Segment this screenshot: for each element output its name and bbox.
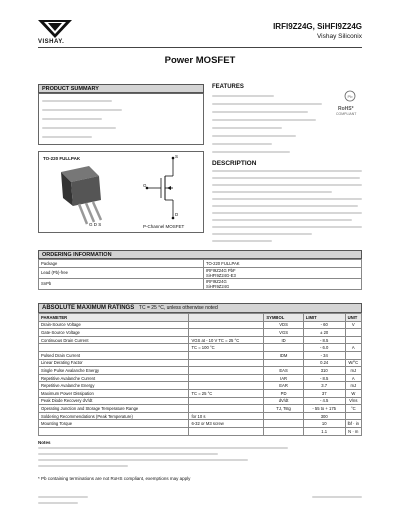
table-row	[39, 351, 362, 359]
param-cell: Single Pulse Avalanche Energy	[39, 367, 189, 375]
limit-cell: 310	[303, 367, 345, 375]
symbol-cell: VGS	[264, 329, 303, 337]
package-diagram-box	[38, 151, 204, 233]
symbol-cell	[264, 427, 303, 435]
table-row	[39, 405, 362, 413]
table-row	[39, 382, 362, 390]
unit-cell: mJ	[345, 367, 361, 375]
col-symbol: SYMBOL	[264, 314, 303, 322]
part-numbers: IRFI9Z24G, SiHFI9Z24G	[273, 22, 362, 31]
col-parameter: PARAMETER	[39, 314, 189, 322]
to220-package-illustration	[51, 162, 121, 232]
table-row	[39, 389, 362, 397]
unit-cell: N · m	[345, 427, 361, 435]
table-row	[39, 321, 362, 329]
condition-cell	[189, 329, 264, 337]
table-header-row	[39, 314, 362, 322]
table-row	[39, 336, 362, 344]
symbol-cell: IDM	[264, 351, 303, 359]
schematic-caption: P-Channel MOSFET	[143, 224, 185, 229]
table-row	[39, 397, 362, 405]
unit-cell: W/°C	[345, 359, 361, 367]
rohs-footnote: * Pb containing terminations are not RoHS compliant, exemptions may apply	[38, 476, 191, 481]
limit-cell: - 55 to + 175	[303, 405, 345, 413]
ordering-label: Lead (Pb)-free	[39, 267, 204, 278]
ordering-table	[38, 259, 362, 290]
table-row	[39, 260, 362, 268]
vishay-logo	[38, 20, 72, 38]
symbol-cell: TJ, Tstg	[264, 405, 303, 413]
param-cell	[39, 344, 189, 352]
unit-cell: V/ns	[345, 397, 361, 405]
col-condition	[189, 314, 264, 322]
col-unit: UNIT	[345, 314, 361, 322]
ordering-value: SiHFI9Z24G	[206, 283, 230, 289]
param-cell	[39, 427, 189, 435]
param-cell: Soldering Recommendations (Peak Temperature)	[39, 412, 189, 420]
rohs-label: RoHS*	[338, 106, 354, 112]
condition-cell: for 10 s	[189, 412, 264, 420]
company-name: Vishay Siliconix	[316, 33, 362, 40]
table-row	[39, 278, 362, 289]
table-row	[39, 427, 362, 435]
header-rule	[38, 47, 362, 48]
symbol-cell	[264, 359, 303, 367]
limit-cell: 37	[303, 389, 345, 397]
table-row	[39, 367, 362, 375]
features-heading: FEATURES	[212, 84, 244, 90]
unit-cell: W	[345, 389, 361, 397]
symbol-cell	[264, 420, 303, 428]
pin-g-label: G	[143, 183, 147, 188]
description-heading: DESCRIPTION	[212, 160, 257, 167]
abs-max-table	[38, 313, 362, 436]
param-cell: Drain-Source Voltage	[39, 321, 189, 329]
limit-cell: ± 20	[303, 329, 345, 337]
feature-line	[212, 135, 296, 137]
package-label: TO-220 FULLPAK	[43, 156, 81, 161]
col-limit: LIMIT	[303, 314, 345, 322]
condition-cell: TC = 100 °C	[189, 344, 264, 352]
limit-cell: - 34	[303, 351, 345, 359]
param-cell: Operating Junction and Storage Temperature Range	[39, 405, 189, 413]
param-cell: Maximum Power Dissipation	[39, 389, 189, 397]
table-row	[39, 359, 362, 367]
ordering-heading: ORDERING INFORMATION	[38, 250, 362, 259]
param-cell: Pulsed Drain Current	[39, 351, 189, 359]
condition-cell	[189, 427, 264, 435]
symbol-cell: EAS	[264, 367, 303, 375]
abs-max-condition: TC = 25 °C, unless otherwise noted	[138, 305, 218, 311]
condition-cell	[189, 359, 264, 367]
limit-cell: - 8.5	[303, 336, 345, 344]
unit-cell	[345, 329, 361, 337]
table-row	[39, 267, 362, 278]
condition-cell: TC = 25 °C	[189, 389, 264, 397]
notes-heading: Notes	[38, 440, 51, 445]
condition-cell	[189, 351, 264, 359]
ordering-value: SiHFI9Z24G-E3	[206, 272, 236, 278]
param-cell: Repetitive Avalanche Energy	[39, 382, 189, 390]
symbol-cell	[264, 344, 303, 352]
symbol-cell: EAR	[264, 382, 303, 390]
rohs-sub: COMPLIANT	[336, 112, 357, 116]
document-title: Power MOSFET	[164, 55, 236, 66]
condition-cell	[189, 405, 264, 413]
unit-cell: °C	[345, 405, 361, 413]
symbol-cell: IAR	[264, 374, 303, 382]
limit-cell: - 8.5	[303, 374, 345, 382]
table-row	[39, 412, 362, 420]
feature-line	[212, 127, 282, 129]
condition-cell	[189, 374, 264, 382]
unit-cell: mJ	[345, 382, 361, 390]
abs-max-heading: ABSOLUTE MAXIMUM RATINGS	[42, 305, 135, 311]
symbol-cell: PD	[264, 389, 303, 397]
condition-cell: 6-32 or M3 screw	[189, 420, 264, 428]
feature-line	[212, 95, 274, 97]
limit-cell: 300	[303, 412, 345, 420]
condition-cell	[189, 397, 264, 405]
symbol-cell: ID	[264, 336, 303, 344]
condition-cell	[189, 382, 264, 390]
logo-text: VISHAY.	[38, 39, 65, 45]
unit-cell: A	[345, 344, 361, 352]
condition-cell	[189, 321, 264, 329]
limit-cell: - 4.5	[303, 397, 345, 405]
product-summary-heading: PRODUCT SUMMARY	[38, 84, 204, 93]
feature-line	[212, 119, 316, 121]
param-cell: Gate-Source Voltage	[39, 329, 189, 337]
unit-cell	[345, 336, 361, 344]
table-row	[39, 344, 362, 352]
table-row	[39, 374, 362, 382]
package-pins-label: G D S	[89, 222, 102, 227]
limit-cell: - 60	[303, 321, 345, 329]
ordering-value: IRFI9Z24G	[206, 278, 227, 284]
limit-cell: 1.1	[303, 427, 345, 435]
limit-cell: - 6.0	[303, 344, 345, 352]
feature-line	[212, 143, 272, 145]
ordering-value: TO-220 FULLPAK	[204, 260, 362, 268]
condition-cell: VGS at - 10 V TC = 25 °C	[189, 336, 264, 344]
unit-cell	[345, 412, 361, 420]
condition-cell	[189, 367, 264, 375]
ordering-label: SnPb	[39, 278, 204, 289]
param-cell: Linear Derating Factor	[39, 359, 189, 367]
svg-text:Pb: Pb	[347, 94, 353, 99]
product-summary-table	[38, 93, 204, 145]
limit-cell: 10	[303, 420, 345, 428]
symbol-cell: VDS	[264, 321, 303, 329]
unit-cell: V	[345, 321, 361, 329]
feature-line	[212, 151, 290, 153]
param-cell: Continuous Drain Current	[39, 336, 189, 344]
p-channel-mosfet-symbol	[143, 156, 201, 220]
unit-cell	[345, 351, 361, 359]
symbol-cell: dV/dt	[264, 397, 303, 405]
unit-cell: lbf · in	[345, 420, 361, 428]
param-cell: Peak Diode Recovery dV/dt	[39, 397, 189, 405]
param-cell: Mounting Torque	[39, 420, 189, 428]
table-row	[39, 329, 362, 337]
feature-line	[212, 111, 308, 113]
ordering-value: IRFI9Z24G PbF	[206, 267, 236, 273]
param-cell: Repetitive Avalanche Current	[39, 374, 189, 382]
pin-s-label: S	[175, 154, 179, 159]
pin-d-label: D	[175, 212, 179, 217]
symbol-cell	[264, 412, 303, 420]
feature-line	[212, 103, 322, 105]
unit-cell: A	[345, 374, 361, 382]
table-row	[39, 420, 362, 428]
limit-cell: 0.24	[303, 359, 345, 367]
abs-max-heading-bar	[38, 303, 362, 313]
limit-cell: 3.7	[303, 382, 345, 390]
ordering-label: Package	[39, 260, 204, 268]
